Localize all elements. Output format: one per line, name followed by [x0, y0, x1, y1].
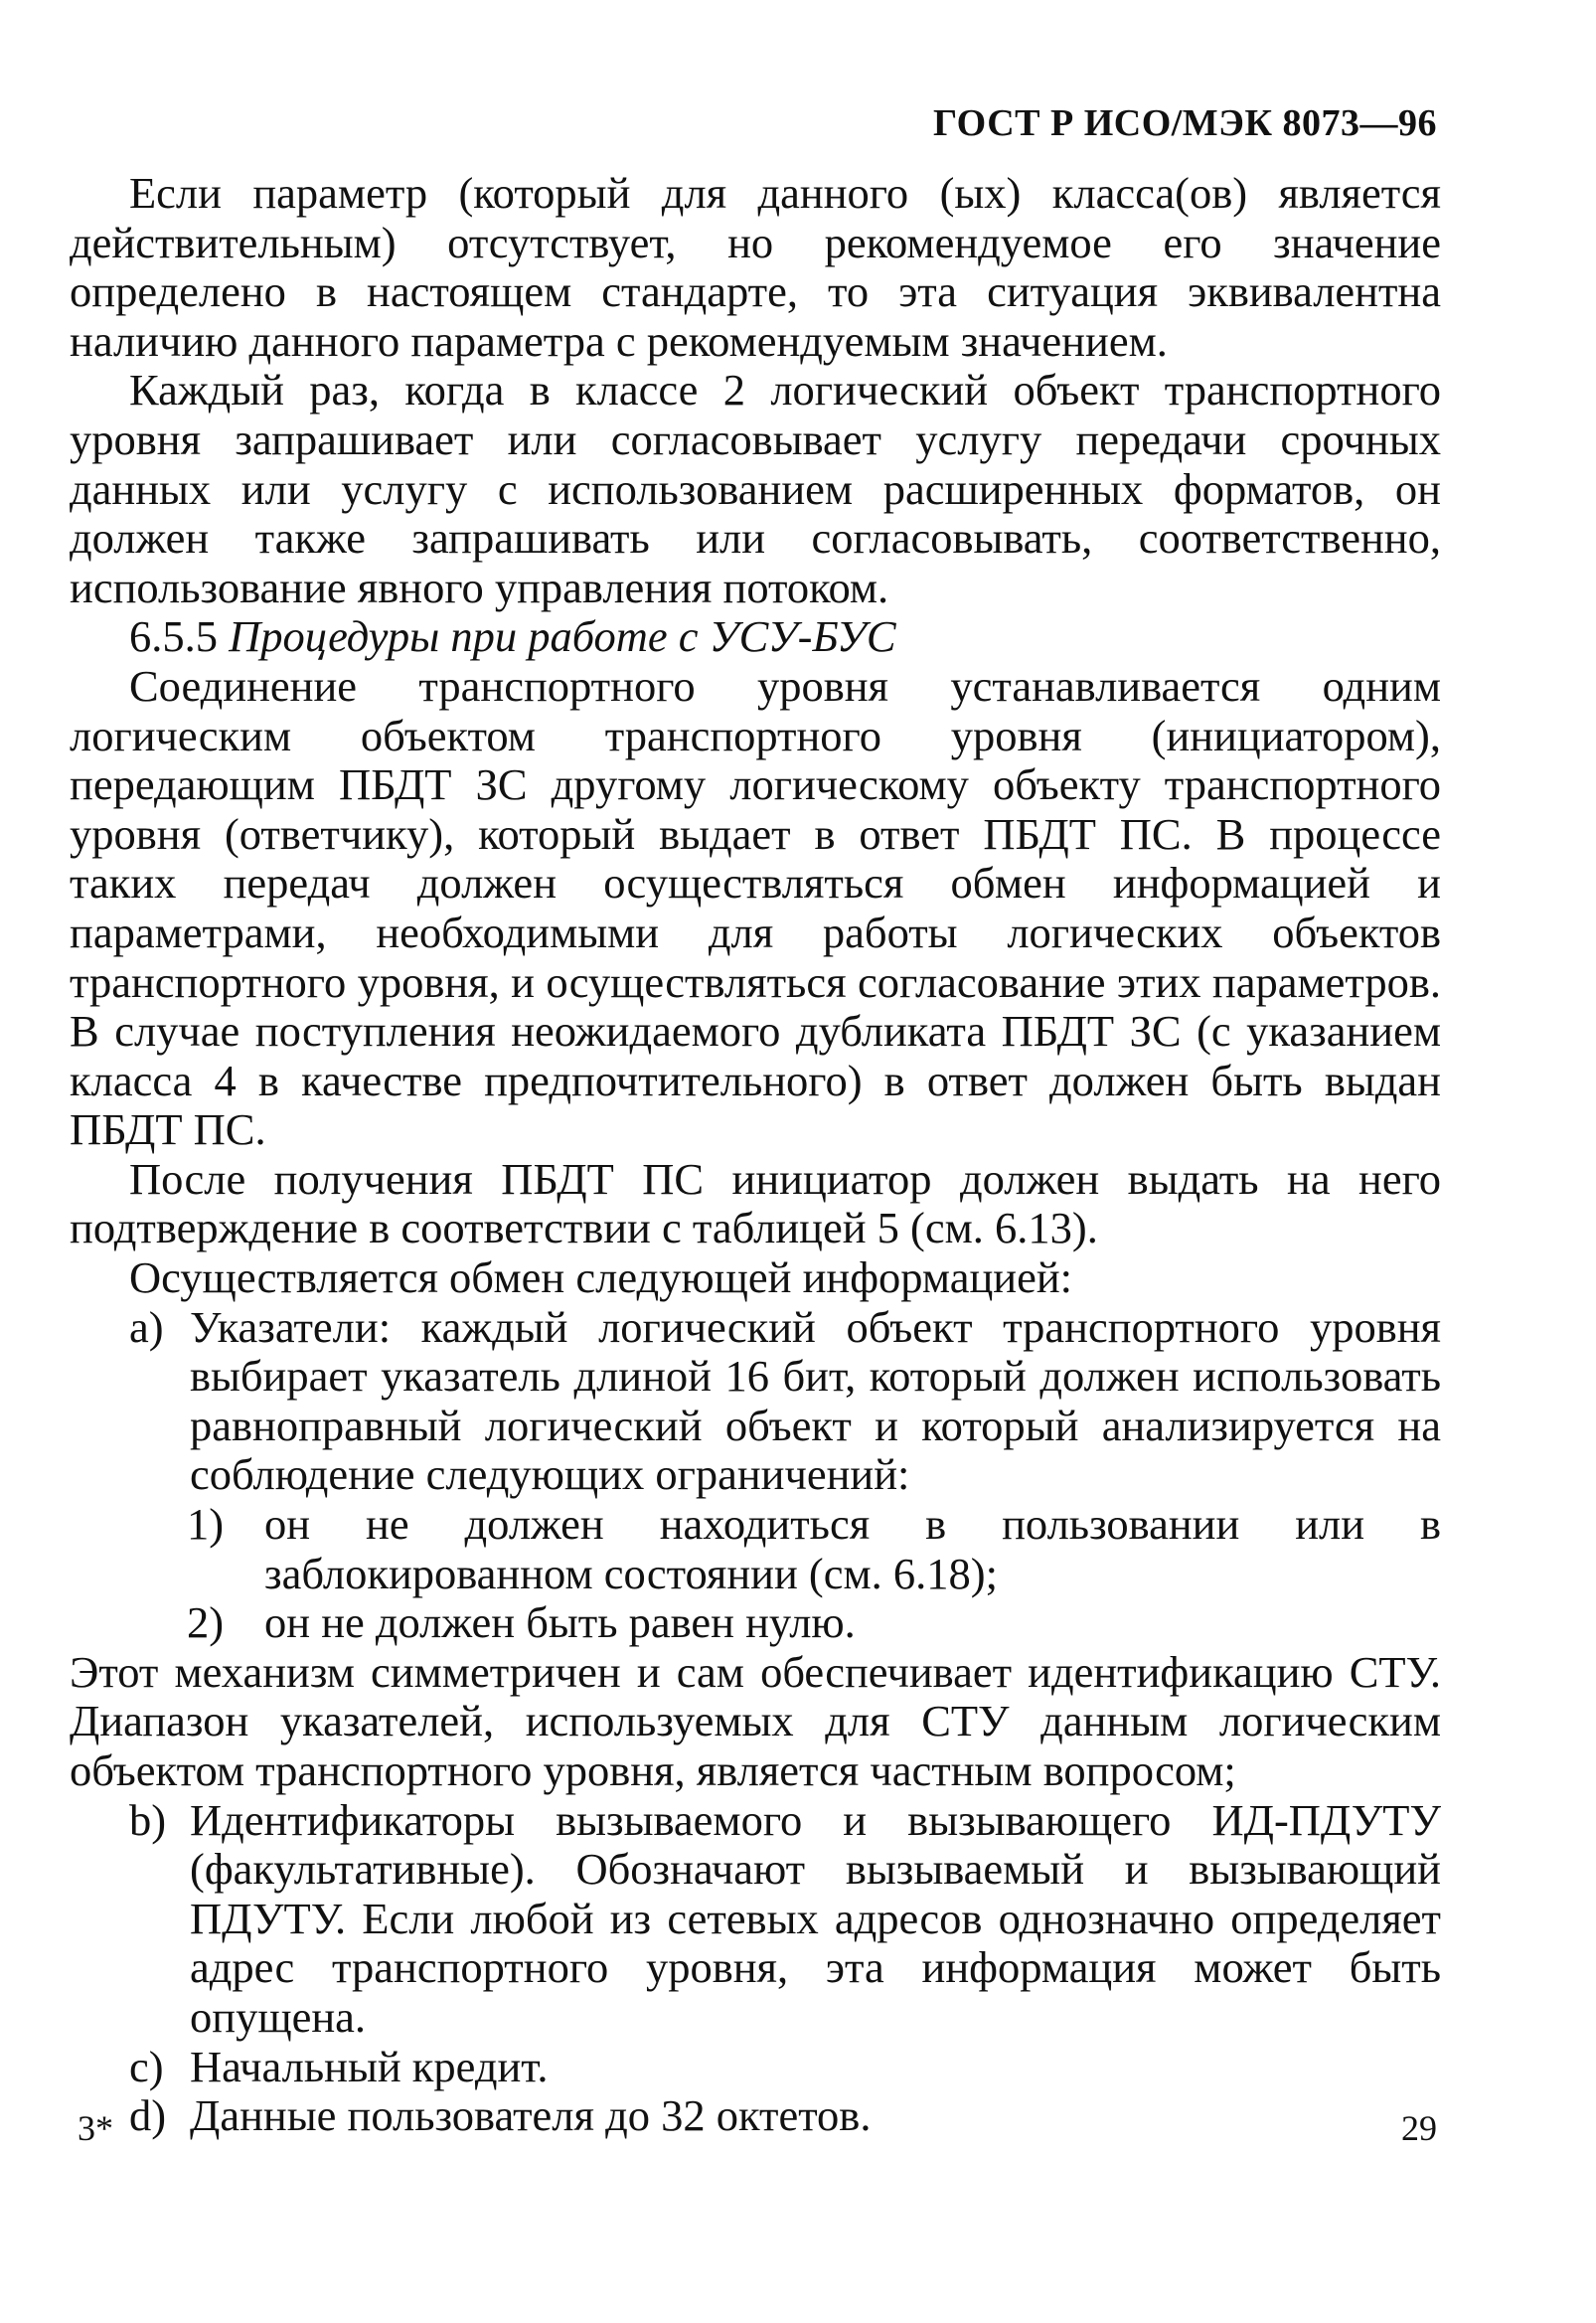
sub-text-1: он не должен находиться в пользовании или в заблокированном состоянии (см. 6.18); — [264, 1499, 1441, 1598]
paragraph-6: Этот механизм симметричен и сам обеспечивает идентификацию СТУ. Диапазон указателей, используемых для СТУ данным логическим объектом транспортного уровня, является частным вопросом; — [70, 1646, 1441, 1795]
list-marker-c: c) — [129, 2041, 164, 2091]
section-number: 6.5.5 — [129, 611, 218, 662]
paragraph-3: Соединение транспортного уровня устанавливается одним логическим объектом транспортного уровня (инициатором), передающим ПБДТ ЗС другому логическому объекту транспортного уровня (ответчику), который выдает в ответ ПБДТ ПС. В процессе таких передач должен осуществляться обмен информацией и параметрами, необходимыми для работы логических объектов транспортного уровня, и осуществляться согласование этих параметров. В случае поступления неожидаемого дубликата ПБДТ ЗС (с указанием класса 4 в качестве предпочтительного) в ответ должен быть выдан ПБДТ ПС. — [70, 660, 1441, 1155]
paragraph-1: Если параметр (который для данного (ых) класса(ов) является действительным) отсутствует, но рекомендуемое его значение определено в настоящем стандарте, то эта ситуация эквивалентна наличию данного параметра с рекомендуемым значением. — [70, 168, 1441, 366]
paragraph-5: Осуществляется обмен следующей информацией: — [129, 1252, 1073, 1303]
list-text-b: Идентификаторы вызываемого и вызывающего ИД-ПДУТУ (факультативные). Обозначают вызываемый и вызывающий ПДУТУ. Если любой из сетевых адресов однозначно определяет адрес транспортного уровня, эта информация может быть опущена. — [190, 1794, 1441, 2042]
page-number: 29 — [1401, 2108, 1437, 2148]
list-marker-d: d) — [129, 2090, 167, 2141]
list-item-d — [70, 2091, 1441, 2141]
list-marker-b: b) — [129, 1794, 167, 1845]
list-item-b — [70, 1796, 1441, 2043]
paragraph-2: Каждый раз, когда в классе 2 логический объект транспортного уровня запрашивает или согласовывает услугу передачи срочных данных или услугу с использованием расширенных форматов, он должен также запрашивать или согласовывать, соответственно, использование явного управления потоком. — [70, 365, 1441, 612]
sub-item-2 — [70, 1598, 1441, 1648]
list-marker-a: а) — [129, 1301, 164, 1352]
sub-text-2: он не должен быть равен нулю. — [264, 1597, 856, 1648]
sheet-mark: 3* — [78, 2108, 113, 2148]
list-item-a — [70, 1303, 1441, 1500]
sub-marker-1: 1) — [187, 1499, 225, 1550]
page-body — [70, 169, 1441, 2141]
paragraph-4: После получения ПБДТ ПС инициатор должен выдать на него подтверждение в соответствии с таблицей 5 (см. 6.13). — [70, 1153, 1441, 1253]
sub-marker-2: 2) — [187, 1597, 225, 1648]
list-item-c — [70, 2043, 1441, 2092]
list-text-c: Начальный кредит. — [190, 2041, 549, 2091]
list-text-d: Данные пользователя до 32 октетов. — [190, 2090, 872, 2141]
section-title: Процедуры при работе с УСУ-БУС — [229, 611, 896, 662]
section-heading — [70, 612, 1441, 662]
sub-item-1 — [70, 1500, 1441, 1598]
standard-header: ГОСТ Р ИСО/МЭК 8073—96 — [932, 102, 1437, 144]
list-text-a: Указатели: каждый логический объект транспортного уровня выбирает указатель длиной 16 бит, который должен использовать равноправный логический объект и который анализируется на соблюдение следующих ограничений: — [190, 1301, 1441, 1500]
